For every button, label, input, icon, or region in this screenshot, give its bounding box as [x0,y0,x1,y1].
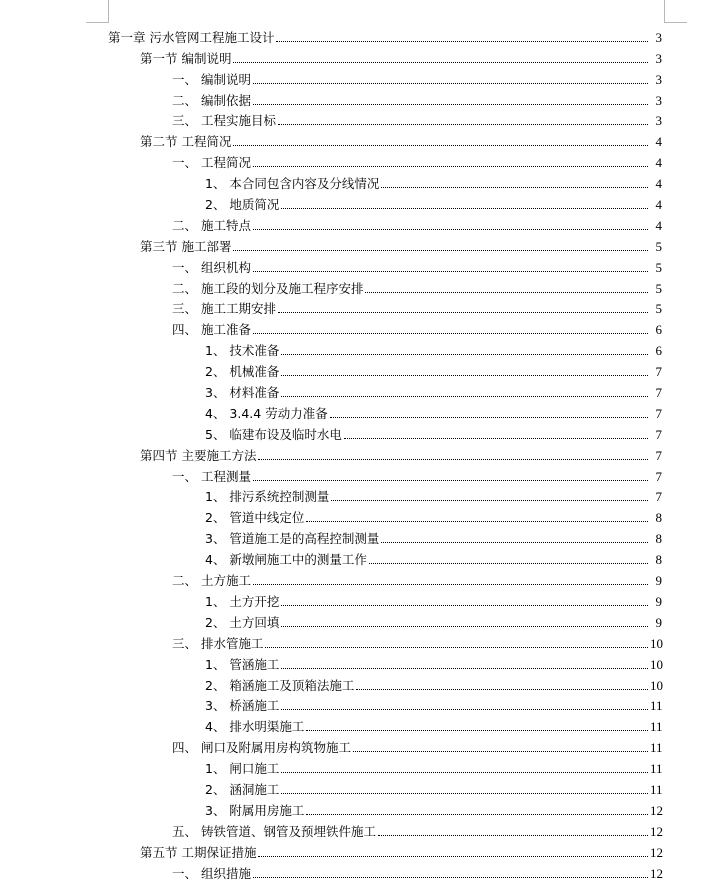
toc-entry-title: 一、 工程简况 [172,155,251,171]
toc-entry-title: 二、 土方施工 [172,573,251,589]
toc-entry[interactable] [0,504,716,525]
toc-dot-leader [253,83,648,84]
toc-dot-leader [281,375,648,376]
toc-dot-leader [281,668,648,669]
toc-entry[interactable] [0,630,716,651]
toc-dot-leader [233,145,648,146]
toc-entry-page-number: 10 [650,656,663,672]
toc-dot-leader [253,333,648,334]
toc-entry-page-number: 11 [650,740,663,756]
toc-dot-leader [344,438,648,439]
page-corner-mark-right [664,0,687,23]
toc-entry-page-number: 5 [655,301,662,317]
toc-entry-title: 四、 施工准备 [172,322,251,338]
toc-entry-title: 第一章 污水管网工程施工设计 [108,29,275,45]
toc-entry[interactable] [0,191,716,212]
toc-entry[interactable] [0,693,716,714]
toc-entry[interactable] [0,567,716,588]
toc-entry[interactable] [0,233,716,254]
toc-entry-title: 3、 材料准备 [205,385,280,401]
toc-entry-title: 2、 土方回填 [205,614,280,630]
toc-entry[interactable] [0,400,716,421]
toc-entry[interactable] [0,839,716,860]
toc-entry[interactable] [0,337,716,358]
toc-entry-page-number: 11 [650,698,663,714]
toc-dot-leader [281,605,648,606]
toc-entry-title: 一、 工程测量 [172,468,251,484]
toc-entry[interactable] [0,776,716,797]
toc-entry[interactable] [0,860,716,881]
toc-entry[interactable] [0,713,716,734]
toc-entry-title: 1、 土方开挖 [205,593,280,609]
toc-entry-page-number: 9 [655,573,662,589]
toc-entry-title: 第四节 主要施工方法 [140,447,257,463]
toc-entry[interactable] [0,421,716,442]
toc-entry-page-number: 8 [655,531,662,547]
toc-entry-page-number: 9 [655,593,662,609]
toc-entry[interactable] [0,797,716,818]
toc-dot-leader [365,292,648,293]
toc-entry[interactable] [0,316,716,337]
toc-entry[interactable] [0,463,716,484]
toc-entry[interactable] [0,128,716,149]
toc-entry-title: 2、 机械准备 [205,364,280,380]
page-corner-mark-left [86,0,109,23]
toc-dot-leader [306,814,648,815]
toc-dot-leader [369,563,648,564]
toc-entry-page-number: 7 [655,489,662,505]
toc-dot-leader [281,709,648,710]
toc-dot-leader [331,500,648,501]
toc-entry-title: 5、 临建布设及临时水电 [205,426,342,442]
toc-entry[interactable] [0,296,716,317]
toc-entry-title: 一、 组织措施 [172,865,251,881]
toc-entry-page-number: 10 [650,635,663,651]
toc-entry-page-number: 4 [655,176,662,192]
toc-entry-title: 第二节 工程简况 [140,134,232,150]
toc-entry-title: 第一节 编制说明 [140,50,232,66]
toc-entry-page-number: 8 [655,552,662,568]
toc-entry-page-number: 4 [655,217,662,233]
toc-dot-leader [281,772,648,773]
toc-dot-leader [258,459,648,460]
toc-entry-title: 三、 施工工期安排 [172,301,276,317]
toc-entry-title: 2、 箱涵施工及顶箱法施工 [205,677,355,693]
toc-entry[interactable] [0,672,716,693]
toc-entry-title: 1、 技术准备 [205,343,280,359]
toc-entry-page-number: 3 [655,50,662,66]
toc-entry-page-number: 12 [650,823,663,839]
toc-entry[interactable] [0,379,716,400]
toc-entry-page-number: 6 [655,322,662,338]
toc-dot-leader [253,104,648,105]
toc-dot-leader [253,229,648,230]
toc-entry-title: 第五节 工期保证措施 [140,844,257,860]
toc-entry-page-number: 3 [655,71,662,87]
toc-entry-page-number: 12 [650,802,663,818]
toc-entry-page-number: 4 [655,197,662,213]
toc-entry-page-number: 7 [655,426,662,442]
toc-dot-leader [253,480,648,481]
toc-entry-page-number: 3 [655,92,662,108]
toc-entry[interactable] [0,87,716,108]
toc-dot-leader [378,835,648,836]
toc-dot-leader [281,208,648,209]
toc-dot-leader [281,396,648,397]
toc-dot-leader [306,521,648,522]
toc-dot-leader [330,417,648,418]
toc-entry-title: 2、 地质简况 [205,197,280,213]
toc-entry-title: 1、 闸口施工 [205,761,280,777]
toc-entry-title: 四、 闸口及附属用房构筑物施工 [172,740,351,756]
toc-entry-title: 第三节 施工部署 [140,238,232,254]
toc-entry-page-number: 7 [655,405,662,421]
toc-entry-title: 1、 排污系统控制测量 [205,489,330,505]
toc-entry-page-number: 7 [655,447,662,463]
toc-entry-title: 3、 管道施工是的高程控制测量 [205,531,380,547]
toc-dot-leader [381,187,648,188]
toc-entry[interactable] [0,149,716,170]
toc-entry[interactable] [0,24,716,45]
toc-entry-page-number: 9 [655,614,662,630]
toc-entry-title: 4、 排水明渠施工 [205,719,305,735]
toc-entry[interactable] [0,108,716,129]
toc-entry[interactable] [0,254,716,275]
toc-entry-page-number: 3 [655,29,662,45]
toc-entry[interactable] [0,609,716,630]
toc-dot-leader [253,166,648,167]
toc-dot-leader [258,856,648,857]
toc-dot-leader [281,793,648,794]
toc-entry-title: 五、 铸铁管道、钢管及预埋铁件施工 [172,823,376,839]
toc-dot-leader [253,271,648,272]
toc-entry-title: 1、 管涵施工 [205,656,280,672]
toc-entry[interactable] [0,358,716,379]
toc-entry-title: 二、 编制依据 [172,92,251,108]
toc-entry[interactable] [0,66,716,87]
toc-entry-page-number: 5 [655,259,662,275]
toc-entry-title: 4、 新墩闸施工中的测量工作 [205,552,367,568]
toc-entry-title: 三、 工程实施目标 [172,113,276,129]
toc-dot-leader [278,312,648,313]
toc-entry-page-number: 5 [655,280,662,296]
toc-entry-title: 4、 3.4.4 劳动力准备 [205,405,328,421]
toc-entry-page-number: 4 [655,155,662,171]
toc-dot-leader [278,124,648,125]
toc-dot-leader [281,626,648,627]
toc-dot-leader [233,250,648,251]
toc-entry-page-number: 8 [655,510,662,526]
toc-entry[interactable] [0,170,716,191]
toc-entry-page-number: 11 [650,719,663,735]
toc-entry[interactable] [0,546,716,567]
toc-dot-leader [253,877,648,878]
toc-entry[interactable] [0,734,716,755]
toc-entry-page-number: 12 [650,865,663,881]
table-of-contents [0,24,716,881]
toc-dot-leader [265,647,648,648]
toc-entry[interactable] [0,651,716,672]
toc-entry-page-number: 3 [655,113,662,129]
toc-entry-title: 二、 施工段的划分及施工程序安排 [172,280,364,296]
toc-entry-title: 1、 本合同包含内容及分线情况 [205,176,380,192]
toc-entry-title: 一、 编制说明 [172,71,251,87]
toc-entry-title: 三、 排水管施工 [172,635,264,651]
toc-entry-page-number: 5 [655,238,662,254]
toc-dot-leader [381,542,648,543]
toc-dot-leader [276,41,648,42]
toc-entry[interactable] [0,755,716,776]
toc-entry-page-number: 10 [650,677,663,693]
toc-entry[interactable] [0,212,716,233]
toc-entry[interactable] [0,275,716,296]
toc-entry-page-number: 4 [655,134,662,150]
toc-dot-leader [253,584,648,585]
toc-dot-leader [356,689,648,690]
toc-entry[interactable] [0,442,716,463]
toc-entry[interactable] [0,818,716,839]
toc-entry[interactable] [0,45,716,66]
toc-entry-page-number: 6 [655,343,662,359]
toc-entry-page-number: 7 [655,385,662,401]
toc-entry[interactable] [0,525,716,546]
toc-dot-leader [281,354,648,355]
toc-entry[interactable] [0,588,716,609]
toc-entry-title: 二、 施工特点 [172,217,251,233]
toc-entry-title: 2、 管道中线定位 [205,510,305,526]
toc-entry-page-number: 7 [655,468,662,484]
toc-entry-title: 3、 附属用房施工 [205,802,305,818]
toc-entry-title: 3、 桥涵施工 [205,698,280,714]
toc-entry-page-number: 7 [655,364,662,380]
toc-entry-page-number: 11 [650,761,663,777]
toc-entry-page-number: 11 [650,781,663,797]
toc-dot-leader [306,730,648,731]
toc-dot-leader [233,62,648,63]
toc-entry-title: 2、 涵洞施工 [205,781,280,797]
toc-entry[interactable] [0,484,716,505]
toc-entry-title: 一、 组织机构 [172,259,251,275]
toc-dot-leader [353,751,648,752]
toc-entry-page-number: 12 [650,844,663,860]
